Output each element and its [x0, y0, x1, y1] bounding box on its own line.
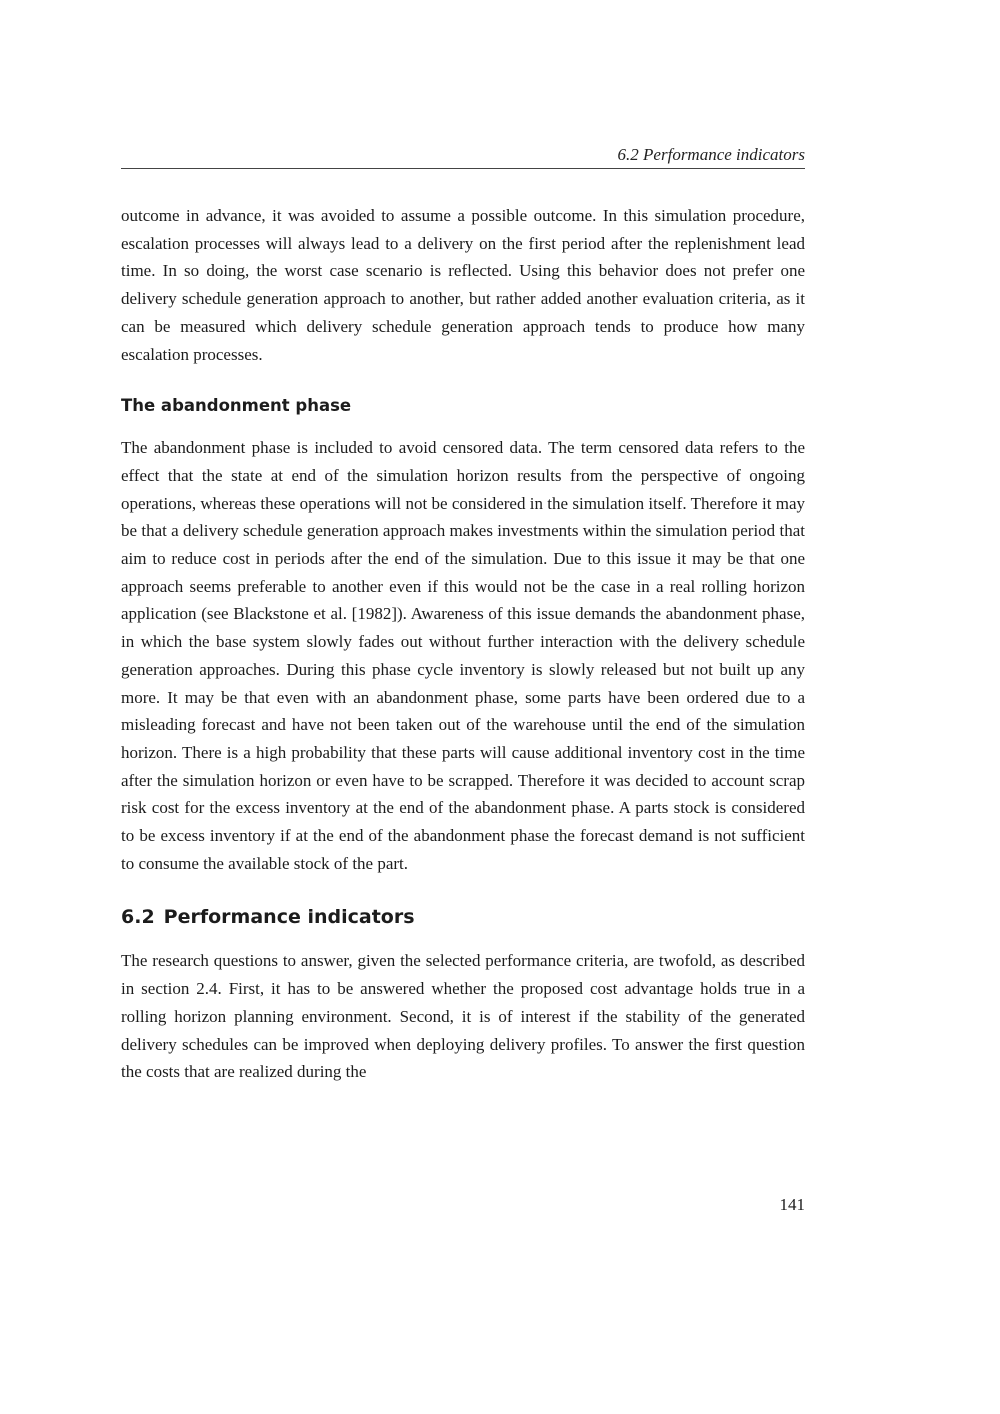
paragraph-abandonment: The abandonment phase is included to avoid censored data. The term censored data refers to the effect that the state at end of the simulation horizon results from the perspective of ongoing operations, whereas these operations will not be considered in the simulation itself. Therefore it may be that a delivery schedule generation approach makes investments within the simulation period that aim to reduce cost in periods after the end of the simulation. Due to this issue it may be that one approach seems preferable to another even if this would not be the case in a real rolling horizon application (see Blackstone et al. [1982]). Awareness of this issue demands the abandonment phase, in which the base system slowly fades out without further interaction with the delivery schedule generation approaches. During this phase cycle inventory is slowly released but not built up any more. It may be that even with an abandonment phase, some parts have been ordered due to a misleading forecast and have not been taken out of the warehouse until the end of the simulation horizon. There is a high probability that these parts will cause additional inventory cost in the time after the simulation horizon or even have to be scrapped. Therefore it was decided to account scrap risk cost for the excess inventory at the end of the abandonment phase. A parts stock is considered to be excess inventory if at the end of the abandonment phase the forecast demand is not sufficient to consume the available stock of the part. [121, 438, 805, 873]
page-number: 141 [779, 1195, 805, 1214]
running-header-title: 6.2 Performance indicators [617, 145, 805, 164]
subsection-heading-abandonment: The abandonment phase [121, 396, 352, 416]
section-title: Performance indicators [163, 906, 415, 929]
paragraph-performance-indicators: The research questions to answer, given the selected performance criteria, are twofold, as described in section 2.4. First, it has to be answered whether the proposed cost advantage holds true in a rolling horizon planning environment. Second, it is of interest if the stability of the generated delivery schedules can be improved when deploying delivery profiles. To answer the first question the costs that are realized during the [121, 951, 805, 1082]
running-header [121, 143, 805, 169]
page-body [121, 202, 805, 1086]
section-heading [121, 905, 805, 929]
paragraph-escalation: outcome in advance, it was avoided to assume a possible outcome. In this simulation procedure, escalation processes will always lead to a delivery on the first period after the replenishment lead time. In so doing, the worst case scenario is reflected. Using this behavior does not prefer one delivery schedule generation approach to another, but rather added another evaluation criteria, as it can be measured which delivery schedule generation approach tends to produce how many escalation processes. [121, 206, 805, 364]
section-number: 6.2 [121, 906, 155, 929]
